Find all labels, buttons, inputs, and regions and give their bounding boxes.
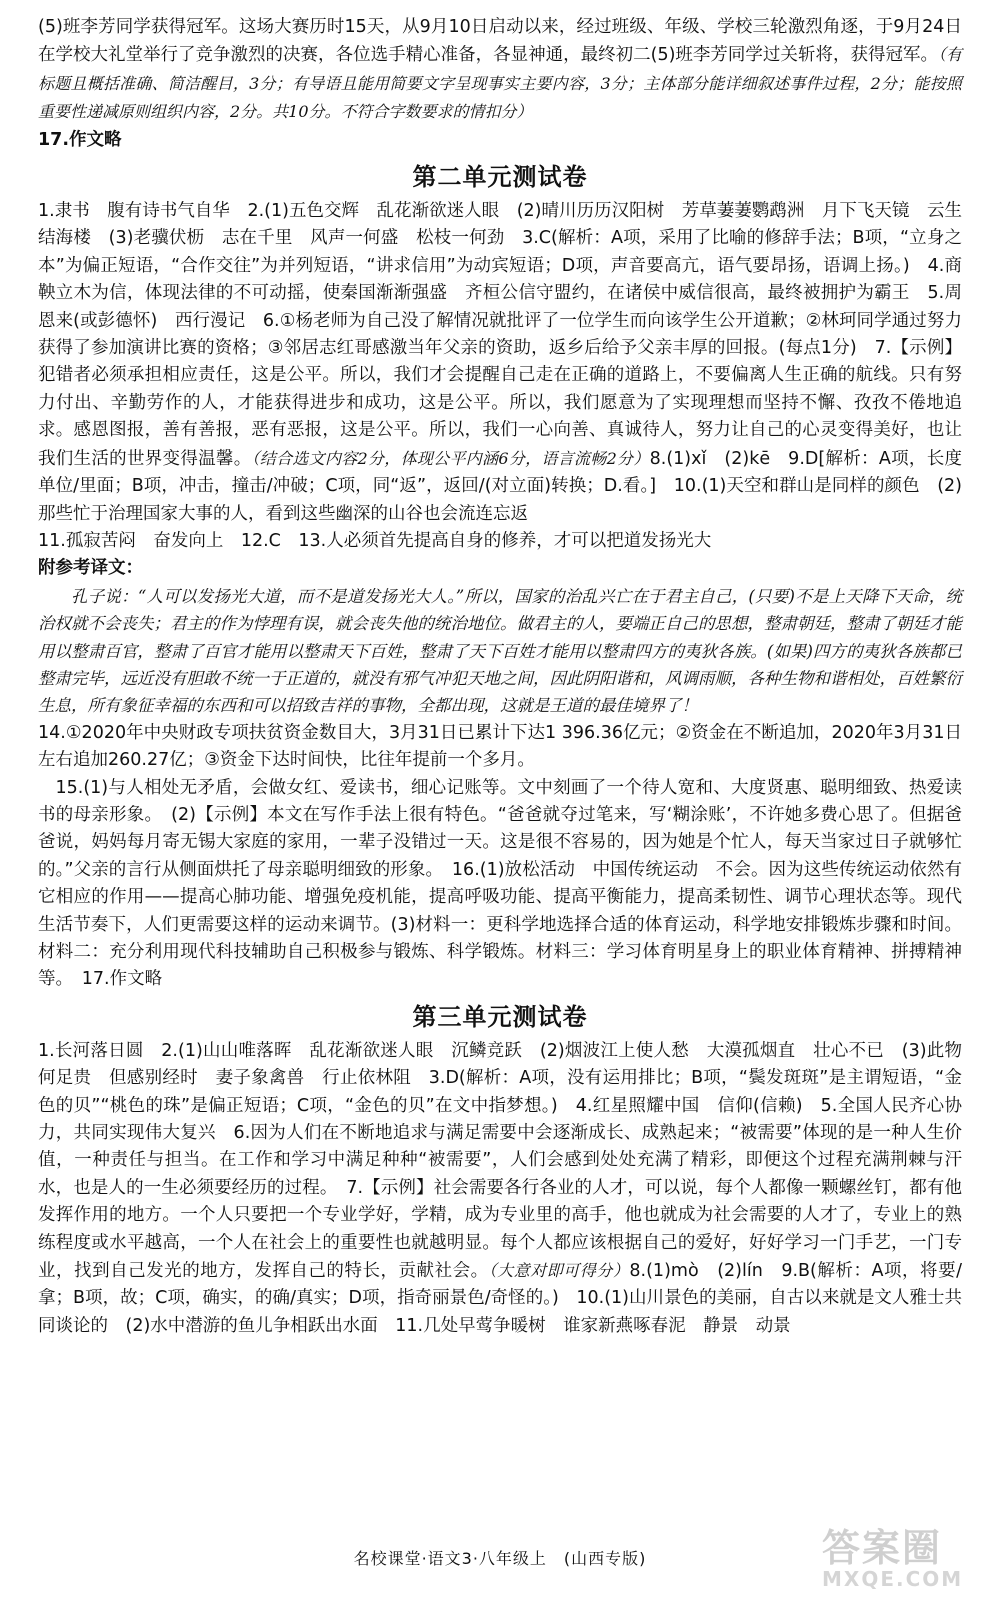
unit2-reference-label: 附参考译文： bbox=[38, 558, 143, 579]
unit1-tail-paragraph bbox=[38, 14, 962, 127]
unit2-title: 第二单元测试卷 bbox=[412, 163, 588, 192]
unit3-title: 第三单元测试卷 bbox=[412, 1002, 588, 1031]
watermark-logo bbox=[822, 1528, 982, 1594]
unit3-answers bbox=[38, 1038, 962, 1340]
page-footer: 名校课堂·语文3·八年级上 (山西专版) bbox=[353, 1549, 647, 1568]
watermark-url-text: MXQE.COM bbox=[822, 1567, 964, 1591]
unit3-answers-tail: 8.(1)mò (2)lín 9.B(解析：A项，将要/拿；B项，故；C项，确实，的确/真实；D项，指奇丽景色/奇怪的。) 10.(1)山川景色的美丽，自古以来就是文人雅士共同谈论的 (2)水中潜游的鱼儿争相跃出水面 11.几处早莺争暖树 谁家新燕啄春泥 静景 动景 bbox=[38, 1261, 962, 1336]
unit2-answer-15-17: 15.(1)与人相处无矛盾，会做女红、爱读书，细心记账等。文中刻画了一个待人宽和、大度贤惠、聪明细致、热爱读书的母亲形象。 (2)【示例】本文在写作手法上很有特色。“爸爸就夺过笔来，写‘糊涂账’，不许她多费心思了。但据爸爸说，妈妈每月寄无锡大家庭的家用，一辈子没错过一天。这是很不容易的，因为她是个忙人，每天当家过日子就够忙的。”父亲的言行从侧面烘托了母亲聪明细致的形象。 16.(1)放松活动 中国传统运动 不会。因为这些传统运动依然有它相应的作用——提高心肺功能、增强免疫机能，提高呼吸功能、提高平衡能力，提高柔韧性、调节心理状态等。现代生活节奏下，人们更需要这样的运动来调节。(3)材料一：更科学地选择合适的体育运动，科学地安排锻炼步骤和时间。材料二：充分利用现代科技辅助自己积极参与锻炼、科学锻炼。材料三：学习体育明星身上的职业体育精神、拼搏精神等。 17.作文略 bbox=[38, 777, 962, 990]
answer-page bbox=[38, 14, 962, 1340]
watermark-logo-text: 答案圈 bbox=[822, 1526, 943, 1570]
unit2-answers-2: 11.孤寂苦闷 奋发向上 12.C 13.人必须首先提高自身的修养，才可以把道发扬光大 bbox=[38, 530, 712, 551]
unit2-reference-translation: 孔子说：“人可以发扬光大道，而不是道发扬光大人。”所以，国家的治乱兴亡在于君主自己，(只要)不是上天降下天命，统治权就不会丧失；君主的作为悖理有误，就会丧失他的统治地位。做君主的人，要端正自己的思想，整肃朝廷，整肃了朝廷才能用以整肃百官，整肃了百官才能用以整肃天下百姓，整肃了天下百姓才能用以整肃四方的夷狄各族。(如果)四方的夷狄各族都已整肃完毕，远近没有胆敢不统一于正道的，就没有邪气冲犯天地之间，因此阴阳谐和，风调雨顺，各种生物和谐相处，百姓繁衍生息，所有象征幸福的东西和可以招致吉祥的事物，全都出现，这就是王道的最佳境界了！ bbox=[38, 586, 962, 716]
unit3-answers-text: 1.长河落日圆 2.(1)山山唯落晖 乱花渐欲迷人眼 沉鳞竞跃 (2)烟波江上使人愁 大漠孤烟直 壮心不已 (3)此物何足贵 但感别经时 妻子象禽兽 行止依林阻 3.D(解析：A项，没有运用排比；B项，“鬓发斑斑”是主谓短语，“金色的贝”“桃色的珠”是偏正短语；C项，“金色的贝”在文中指梦想。) 4.红星照耀中国 信仰(信赖) 5.全国人民齐心协力，共同实现伟大复兴 6.因为人们在不断地追求与满足需要中会逐渐成长、成熟起来；“被需要”体现的是一种人生价值，一种责任与担当。在工作和学习中满足种种“被需要”，人们会感到处处充满了精彩，即便这个过程充满荆棘与汗水，也是人的一生必须要经历的过程。 7.【示例】社会需要各行各业的人才，可以说，每个人都像一颗螺丝钉，都有他发挥作用的地方。一个人只要把一个专业学好，学精，成为专业里的高手，他也就成为社会需要的人才了，专业上的熟练程度或水平越高，一个人在社会上的重要性也就越明显。每个人都应该根据自己的爱好，好好学习一门手艺，一门专业，找到自己发光的地方，发挥自己的特长，贡献社会。 bbox=[38, 1040, 962, 1282]
unit2-answers-1 bbox=[38, 198, 962, 528]
unit1-scoring-note: （有标题且概括准确、简洁醒目，3分；有导语且能用简要文字呈现事实主要内容，3分；主体部分能详细叙述事件过程，2分；能按照重要性递减原则组织内容，2分。共10分。不符合字数要求的情扣分） bbox=[38, 45, 962, 122]
unit1-q17: 17.作文略 bbox=[38, 129, 122, 150]
unit3-scoring-note: （大意对即可得分） bbox=[488, 1261, 630, 1281]
unit2-answers-1-tail: 8.(1)xǐ (2)kē 9.D[解析：A项，长度单位/里面；B项，冲击，撞击/冲破；C项，同“返”，返回/(对立面)转换；D.看。] 10.(1)天空和群山是同样的颜色 (2)那些忙于治理国家大事的人，看到这些幽深的山谷也会流连忘返 bbox=[38, 448, 962, 524]
unit2-answers-1-text: 1.隶书 腹有诗书气自华 2.(1)五色交辉 乱花渐欲迷人眼 (2)晴川历历汉阳树 芳草萋萋鹦鹉洲 月下飞天镜 云生结海楼 (3)老骥伏枥 志在千里 风声一何盛 松枝一何劲 3.C(解析：A项，采用了比喻的修辞手法；B项，“立身之本”为偏正短语，“合作交往”为并列短语，“讲求信用”为动宾短语；D项，声音要高亢，语气要昂扬，语调上扬。) 4.商鞅立木为信，体现法律的不可动摇，使秦国渐渐强盛 齐桓公信守盟约，在诸侯中威信很高，最终被拥护为霸王 5.周恩来(或彭德怀) 西行漫记 6.①杨老师为自己没了解情况就批评了一位学生而向该学生公开道歉；②林珂同学通过努力获得了参加演讲比赛的资格；③邻居志红哥感激当年父亲的资助，返乡后给予父亲丰厚的回报。(每点1分) 7.【示例】犯错者必须承担相应责任，这是公平。所以，我们才会提醒自己走在正确的道路上，不要偏离人生正确的航线。只有努力付出、辛勤劳作的人，才能获得进步和成功，这是公平。所以，我们愿意为了实现理想而坚持不懈、孜孜不倦地追求。感恩图报，善有善报，恶有恶报，这是公平。所以，我们一心向善、真诚待人，努力让自己的心灵变得美好，也让我们生活的世界变得温馨。 bbox=[38, 201, 962, 469]
unit2-scoring-note: （结合选文内容2分，体现公平内涵6分，语言流畅2分） bbox=[251, 448, 650, 468]
unit1-tail-text: (5)班李芳同学获得冠军。这场大赛历时15天，从9月10日启动以来，经过班级、年级、学校三轮激烈角逐，于9月24日在学校大礼堂举行了竞争激烈的决赛，各位选手精心准备，各显神通，最终初二(5)班李芳同学过关斩将，获得冠军。 bbox=[38, 17, 962, 66]
unit2-answer-14: 14.①2020年中央财政专项扶贫资金数目大，3月31日已累计下达1 396.36亿元；②资金在不断追加，2020年3月31日左右追加260.27亿；③资金下达时间快，比往年提前一个多月。 bbox=[38, 722, 962, 771]
